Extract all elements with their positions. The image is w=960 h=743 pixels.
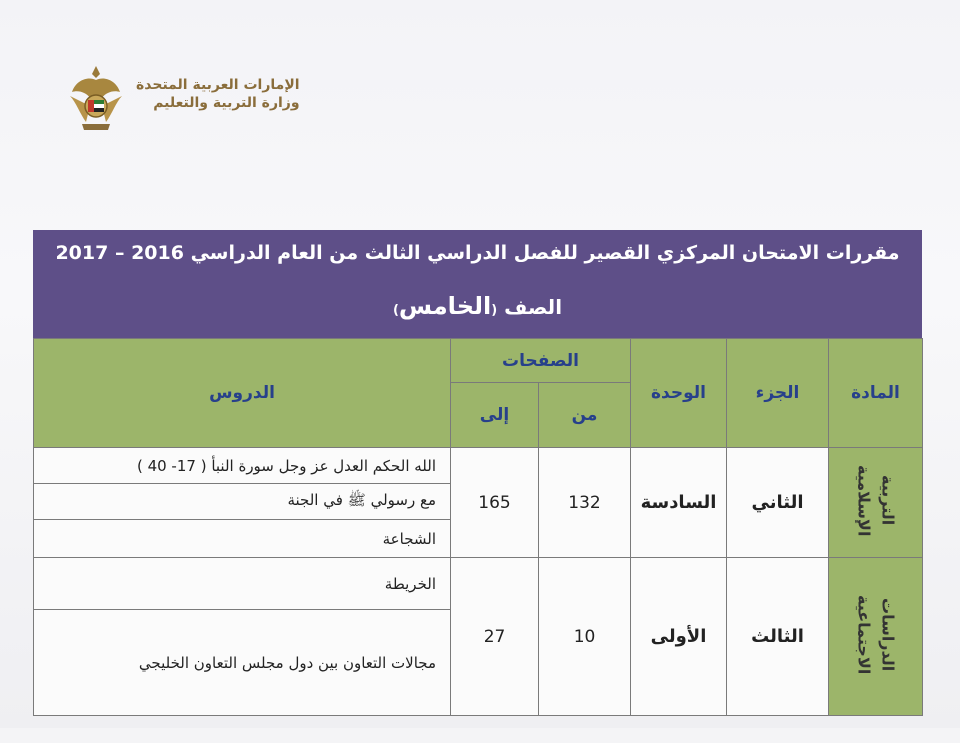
page-from-cell: 10 (539, 558, 631, 716)
col-to-header: إلى (451, 383, 539, 448)
unit-cell: السادسة (631, 448, 727, 558)
exam-schedule-table (33, 230, 922, 715)
ministry-title: وزارة التربية والتعليم (153, 95, 300, 112)
col-part-header: الجزء (727, 339, 829, 448)
subject-label: الدراسات الاجتماعية (854, 594, 898, 675)
subject-label: التربية الإسلامية (854, 464, 898, 537)
page-to-cell: 27 (451, 558, 539, 716)
grade-prefix: الصف (504, 295, 563, 319)
grade-close-paren: ) (392, 303, 399, 318)
subject-cell (829, 558, 923, 716)
lesson-cell: الخريطة (34, 558, 451, 610)
lesson-cell: مع رسولي ﷺ في الجنة (34, 484, 451, 520)
grade-title (33, 292, 922, 320)
lesson-cell: مجالات التعاون بين دول مجلس التعاون الخليجي (34, 610, 451, 716)
table-title-band (33, 230, 922, 338)
ministry-name (136, 62, 300, 112)
schedule-grid (33, 338, 923, 716)
uae-emblem-icon (66, 62, 126, 136)
col-subject-header: المادة (829, 339, 923, 448)
table-row (34, 558, 923, 610)
lesson-cell: الشجاعة (34, 520, 451, 558)
page-to-cell: 165 (451, 448, 539, 558)
subject-cell (829, 448, 923, 558)
part-cell: الثاني (727, 448, 829, 558)
ministry-header (66, 62, 326, 142)
country-name: الإمارات العربية المتحدة (136, 77, 300, 93)
table-title: مقررات الامتحان المركزي القصير للفصل الدراسي الثالث من العام الدراسي 2016 – 2017 (55, 242, 900, 264)
lesson-cell: الله الحكم العدل عز وجل سورة النبأ ( 17- 40 ) (34, 448, 451, 484)
grade-open-paren: ( (491, 303, 498, 318)
page-from-cell: 132 (539, 448, 631, 558)
grade-name: الخامس (398, 292, 492, 320)
col-from-header: من (539, 383, 631, 448)
unit-cell: الأولى (631, 558, 727, 716)
part-cell: الثالث (727, 558, 829, 716)
col-unit-header: الوحدة (631, 339, 727, 448)
col-pages-header: الصفحات (451, 339, 631, 383)
table-row (34, 448, 923, 484)
col-lessons-header: الدروس (34, 339, 451, 448)
